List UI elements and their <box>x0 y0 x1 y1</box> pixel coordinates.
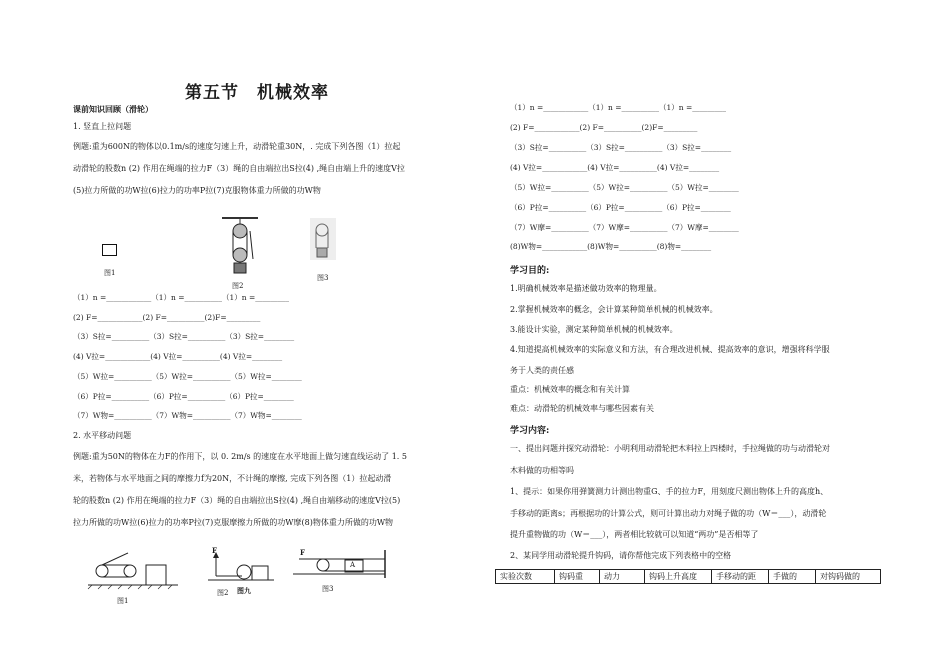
figure-label: 图1 <box>117 597 129 605</box>
problem2-line: 例题:重为50N的物体在力F的作用下，以 0. 2m/s 的速度在水平地面上做匀速直线运动了 1. 5 <box>73 452 407 461</box>
blank-row: (8)W物=____________(8)W物=__________(8)物=________ <box>510 242 712 251</box>
blank-row: (4) V拉=____________(4) V拉=__________(4) V拉=________ <box>73 352 283 361</box>
block-label: A <box>350 561 356 569</box>
content-line: 木料做的功相等吗 <box>510 466 574 475</box>
goals-heading: 学习目的: <box>510 266 550 276</box>
content-line: 2、某同学用动滑轮提升钩码，请你帮他完成下列表格中的空格 <box>510 551 732 560</box>
figure2-horizontal <box>208 552 278 586</box>
problem1-heading: 1. 竖直上拉问题 <box>73 122 132 131</box>
page-title: 第五节 机械效率 <box>185 83 329 103</box>
blank-row: （6）P拉=__________（6）P拉=__________（6）P拉=________ <box>510 203 731 212</box>
blank-row: （6）P拉=__________（6）P拉=__________（6）P拉=________ <box>73 392 294 401</box>
blank-row: (2) F=____________(2) F=__________(2)F=_________ <box>510 123 698 132</box>
content-line: 提升重物做的功（W＝___），两者相比较就可以知道“两功”是否相等了 <box>510 530 759 539</box>
figure1-horizontal <box>88 543 180 591</box>
goal-item: 1.明确机械效率是描述做功效率的物理量。 <box>510 284 662 293</box>
blank-row: (4) V拉=____________(4) V拉=__________(4) V拉=________ <box>510 163 720 172</box>
figure1-block <box>102 244 118 257</box>
force-label: F <box>212 546 217 555</box>
table-header-row <box>496 570 881 584</box>
figure3-pulley <box>310 218 336 262</box>
figure-label: 图九 <box>237 586 251 595</box>
figure2-pulley <box>220 217 260 277</box>
problem2-line: 米，若物体与水平地面之间的摩擦力f为20N，不计绳的摩擦, 完成下列各图（1）拉起动滑 <box>73 474 392 483</box>
figure-label: 图2 <box>217 589 229 597</box>
table-header-cell: 钩码上升高度 <box>645 570 712 584</box>
content-line: 手移动的距离s；再根据功的计算公式，则可计算出动力对绳子做的功（W＝___），动滑轮 <box>510 509 827 518</box>
figure-label: 图2 <box>232 282 244 290</box>
content-line: 一、提出问题并探究动滑轮：小明利用动滑轮把木料拉上四楼时，手拉绳做的功与动滑轮对 <box>510 444 830 453</box>
experiment-table <box>495 569 881 584</box>
table-header-cell: 钩码重 <box>555 570 600 584</box>
goal-item: 4.知道提高机械效率的实际意义和方法，有合理改进机械、提高效率的意识，增强将科学服 <box>510 345 830 354</box>
table-header-cell: 对钩码做的 <box>816 570 881 584</box>
blank-row: （3）S拉=__________（3）S拉=__________（3）S拉=________ <box>73 332 295 341</box>
table-header-cell: 手做的 <box>769 570 816 584</box>
figure-label: 图3 <box>322 585 334 593</box>
table-header-cell: 手移动的距 <box>712 570 769 584</box>
difficulty: 难点：动滑轮的机械效率与哪些因素有关 <box>510 404 654 413</box>
problem2-line: 轮的股数n (2) 作用在绳端的拉力F（3）绳的自由端拉出S拉(4) ,绳自由端移动的速度V拉(5) <box>73 496 401 505</box>
blank-row: （3）S拉=__________（3）S拉=__________（3）S拉=________ <box>510 143 732 152</box>
figure-label: 图1 <box>104 269 116 277</box>
goal-item: 2.掌握机械效率的概念，会计算某种简单机械的机械效率。 <box>510 305 718 314</box>
blank-row: （7）W摩=__________（7）W摩=__________（7）W摩=________ <box>510 223 739 232</box>
table-header-cell: 实验次数 <box>496 570 555 584</box>
blank-row: （1）n =____________（1）n =__________（1）n =_________ <box>73 293 290 302</box>
blank-row: (2) F=____________(2) F=__________(2)F=_________ <box>73 313 261 322</box>
content-heading: 学习内容: <box>510 426 550 436</box>
problem1-line: (5)拉力所做的功W拉(6)拉力的功率P拉(7)克服物体重力所做的功W物 <box>73 186 321 195</box>
problem1-line: 例题:重为600N的物体以0.1m/s的速度匀速上升，动滑轮重30N，. 完成下列各图（1）拉起 <box>73 142 401 151</box>
blank-row: （7）W物=__________（7）W物=__________（7）W物=________ <box>73 411 302 420</box>
figure-label: 图3 <box>317 274 329 282</box>
key-point: 重点：机械效率的概念和有关计算 <box>510 385 630 394</box>
blank-row: （5）W拉=__________（5）W拉=__________（5）W拉=________ <box>510 183 739 192</box>
figure3-horizontal <box>293 548 389 582</box>
table-header-cell: 动力 <box>600 570 645 584</box>
force-label: F <box>300 548 305 557</box>
blank-row: （1）n =____________（1）n =__________（1）n =_________ <box>510 103 727 112</box>
goal-item: 务于人类的责任感 <box>510 366 574 375</box>
problem2-heading: 2. 水平移动问题 <box>73 431 132 440</box>
content-line: 1、提示：如果你用弹簧测力计测出物重G、手的拉力F，用刻度尺测出物体上升的高度h、 <box>510 487 829 496</box>
problem1-line: 动滑轮的股数n (2) 作用在绳端的拉力F（3）绳的自由端拉出S拉(4) ,绳自由端上升的速度V拉 <box>73 164 405 173</box>
blank-row: （5）W拉=__________（5）W拉=__________（5）W拉=________ <box>73 372 302 381</box>
problem2-line: 拉力所做的功W拉(6)拉力的功率P拉(7)克服摩擦力所做的功W摩(8)物体重力所做的功W物 <box>73 518 394 527</box>
section-heading: 课前知识回顾（滑轮） <box>73 104 153 114</box>
goal-item: 3.能设计实验，测定某种简单机械的机械效率。 <box>510 325 678 334</box>
